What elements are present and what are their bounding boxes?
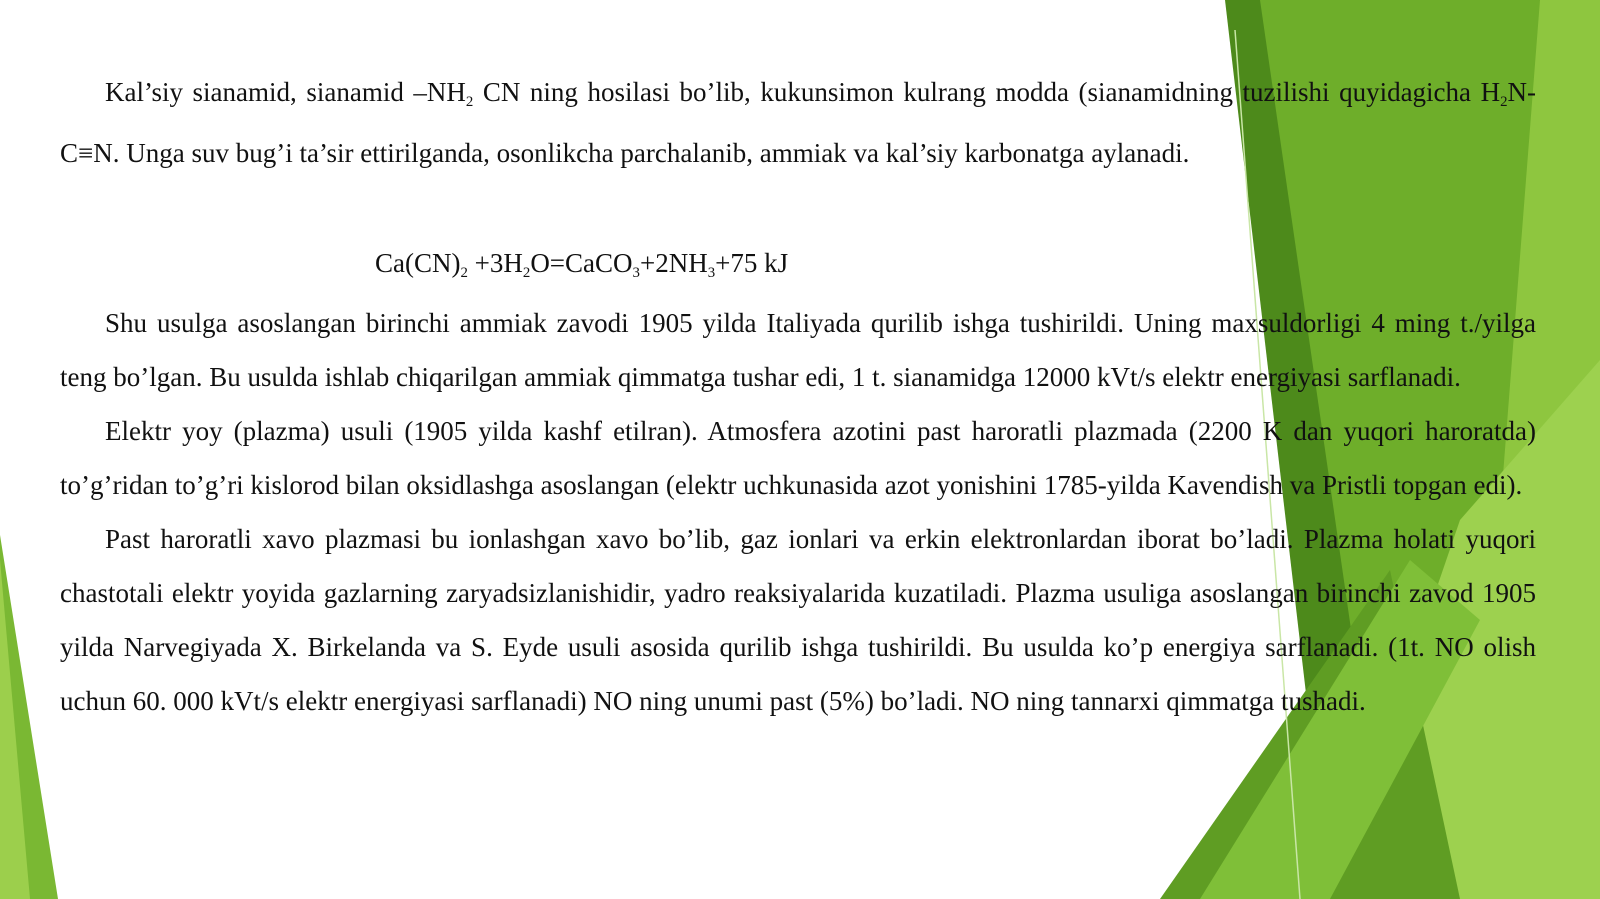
eq-sub-4: 3	[707, 265, 716, 282]
eq-part-b: +3H	[467, 248, 523, 278]
chemical-equation	[60, 231, 1536, 296]
slide-text	[60, 62, 1536, 728]
eq-part-e: +75 kJ	[715, 248, 789, 278]
paragraph-air-plasma: Past haroratli xavo plazmasi bu ionlashgan xavo bo’lib, gaz ionlari va erkin elektronlardan iborat bo’ladi. Plazma holati yuqori chastotali elektr yoyida gazlarning zaryadsizlanishidir, yadro reaksiyalarida kuzatiladi. Plazma usuliga asoslangan birinchi zavod 1905 yilda Narvegiyada X. Birkelanda va S. Eyde usuli asosida qurilib ishga tushirildi. Bu usulda ko’p energiya sarflanadi. (1t. NO olish uchun 60. 000 kVt/s elektr energiyasi sarflanadi) NO ning unumi past (5%) bo’ladi. NO ning tannarxi qimmatga tushadi.	[60, 524, 1536, 716]
paragraph-electric-arc-method: Elektr yoy (plazma) usuli (1905 yilda kashf etilran). Atmosfera azotini past haroratli plazmada (2200 K dan yuqori haroratda) to’g’ridan to’g’ri kislorod bilan oksidlashga asoslangan (elektr uchkunasida azot yonishini 1785-yilda Kavendish va Pristli topgan edi).	[60, 416, 1536, 500]
spacer	[60, 184, 1536, 231]
p1-part-b: CN ning hosilasi bo’lib, kukunsimon kulrang modda (sianamidning tuzilishi quyidagicha H	[473, 77, 1501, 107]
eq-sub-2: 2	[522, 265, 531, 282]
eq-sub-3: 3	[632, 265, 640, 282]
eq-part-d: +2NH	[639, 248, 708, 278]
p1-part-a: Kal’siy sianamid, sianamid –NH	[105, 77, 466, 107]
eq-sub-1: 2	[460, 265, 468, 282]
paragraph-calcium-cyanamide	[60, 62, 1536, 184]
p1-subscript-1: 2	[465, 94, 474, 111]
paragraph-first-ammonia-plant: Shu usulga asoslangan birinchi ammiak zavodi 1905 yilda Italiyada qurilib ishga tushirildi. Uning maxsuldorligi 4 ming t./yilga teng bo’lgan. Bu usulda ishlab chiqarilgan ammiak qimmatga tushar edi, 1 t. sianamidga 12000 kVt/s elektr energiyasi sarflanadi.	[60, 308, 1536, 392]
p1-subscript-2: 2	[1500, 94, 1508, 111]
p1-part-c: N-C≡N. Unga suv bug’i ta’sir ettirilganda, osonlikcha parchalanib, ammiak va kal’siy karbonatga aylanadi.	[60, 77, 1536, 168]
eq-part-c: O=CaCO	[530, 248, 633, 278]
eq-part-a: Ca(CN)	[375, 248, 461, 278]
